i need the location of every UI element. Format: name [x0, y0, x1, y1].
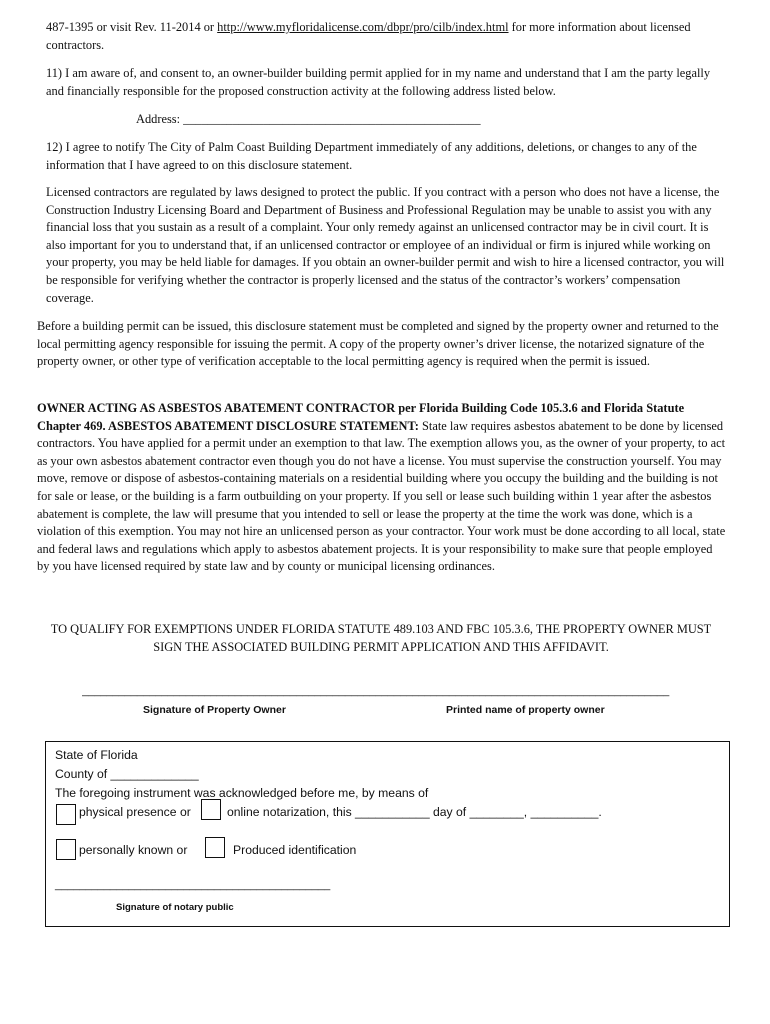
- licensed-contractors-paragraph: Licensed contractors are regulated by laws designed to protect the public. If you contract with a person who does not have a license, the Construction Industry Licensing Board and Department of Business and Professional Regulation may be unable to assist you with any financial loss that you sustain as a result of a complaint. Your only remedy against an unlicensed contractor may be in civil court. It is also important for you to understand that, if an unlicensed contractor or employee of an individual or firm is injured while working on your property, you may be held liable for damages. If you obtain an owner-builder permit and wish to hire a licensed contractor, you will be responsible for verifying whether the contractor is properly licensed and the status of the contractor’s workers’ compensation coverage.: [46, 185, 725, 305]
- printed-name-label: Printed name of property owner: [446, 704, 605, 716]
- personally-known-checkbox[interactable]: [56, 839, 76, 860]
- intro-text-before: 487-1395 or visit Rev. 11-2014 or: [46, 20, 218, 34]
- before-permit-paragraph: Before a building permit can be issued, this disclosure statement must be completed and signed by the property owner and returned to the local permitting agency responsible for issuing the permit. A copy of the property owner’s driver license, the notarized signature of the property owner, or other type of verification acceptable to the local permitting agency is required when the permit is issued.: [37, 319, 719, 369]
- asbestos-paragraph: [37, 400, 727, 576]
- address-line: Address: ________________________________________________: [136, 112, 481, 126]
- owner-signature-label: Signature of Property Owner: [143, 704, 286, 716]
- intro-text-after: for more information about licensed contractors.: [46, 20, 691, 52]
- notary-box: [45, 741, 730, 927]
- notary-state: State of Florida: [55, 748, 138, 762]
- physical-presence-label: physical presence or: [79, 805, 191, 819]
- notary-acknowledged: The foregoing instrument was acknowledged before me, by means of: [55, 786, 429, 800]
- produced-identification-label: Produced identification: [233, 843, 357, 857]
- physical-presence-checkbox[interactable]: [56, 804, 76, 825]
- intro-paragraph: [46, 19, 726, 54]
- dbpr-link[interactable]: http://www.myfloridalicense.com/dbpr/pro/cilb/index.html: [217, 20, 509, 34]
- produced-identification-checkbox[interactable]: [205, 837, 225, 858]
- asbestos-heading: OWNER ACTING AS ASBESTOS ABATEMENT CONTRACTOR per Florida Building Code 105.3.6 and Florida Statute Chapter 469. ASBESTOS ABATEMENT DISCLOSURE STATEMENT:: [37, 401, 685, 433]
- qualify-statement: TO QUALIFY FOR EXEMPTIONS UNDER FLORIDA STATUTE 489.103 AND FBC 105.3.6, THE PROPERTY OWNER MUST SIGN THE ASSOCIATED BUILDING PERMIT APPLICATION AND THIS AFFIDAVIT.: [50, 622, 712, 654]
- paragraph-11: 11) I am aware of, and consent to, an owner-builder building permit applied for in my name and understand that I am the party legally and financially responsible for the proposed construction activity at the following address listed below.: [46, 66, 711, 98]
- notary-signature-label: Signature of notary public: [116, 902, 234, 913]
- paragraph-12: 12) I agree to notify The City of Palm Coast Building Department immediately of any additions, deletions, or changes to any of the information that I have agreed to on this disclosure statement.: [46, 140, 697, 172]
- asbestos-body: State law requires asbestos abatement to be done by licensed contractors. You have applied for a permit under an exemption to that law. The exemption allows you, as the owner of your property, to act as your own asbestos abatement contractor even though you do not have a license. You must supervise the construction yourself. You may move, remove or dispose of asbestos-containing materials on a residential building where you occupy the building and the building is not for sale or lease, or the building is a farm outbuilding on your property. If you sell or lease such building within 1 year after the asbestos abatement is complete, the law will presume that you intended to sell or lease the property at the time the work was done, which is a violation of this exemption. You may not hire an unlicensed person as your contractor. Your work must be done according to all local, state and federal laws and regulations which apply to asbestos abatement projects. It is your responsibility to make sure that people employed by you have licensed required by state law and by county or municipal licensing ordinances.: [37, 418, 726, 574]
- notary-county[interactable]: County of _____________: [55, 767, 199, 781]
- online-notarization-checkbox[interactable]: [201, 799, 221, 820]
- notary-signature-line[interactable]: _____________________________________________: [55, 879, 331, 891]
- personally-known-label: personally known or: [79, 843, 188, 857]
- online-notarization-label: online notarization, this ___________ day of ________, __________.: [227, 805, 602, 819]
- owner-signature-line[interactable]: ________________________________________________________________________________________________: [82, 685, 670, 697]
